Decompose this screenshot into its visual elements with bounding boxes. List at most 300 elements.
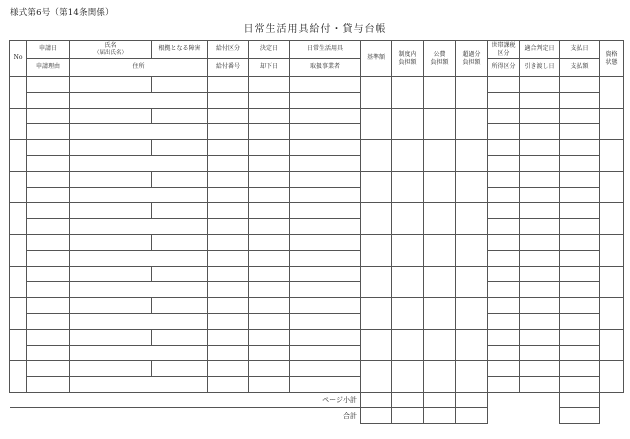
cell-public-burden[interactable]: [424, 266, 456, 298]
cell-benefit-type[interactable]: [208, 77, 249, 93]
cell-eligibility-date[interactable]: [520, 140, 560, 156]
cell-public-burden[interactable]: [424, 361, 456, 393]
record-row-bottom: [10, 250, 624, 266]
cell-disability[interactable]: [152, 298, 208, 314]
page-subtotal-tail: [600, 392, 624, 408]
cell-disability[interactable]: [152, 171, 208, 187]
cell-base-amount[interactable]: [361, 298, 392, 330]
record-row-bottom: [10, 187, 624, 203]
cell-disability[interactable]: [152, 361, 208, 377]
cell-vendor[interactable]: [290, 250, 361, 266]
cell-qualification[interactable]: [600, 361, 624, 393]
cell-application-date[interactable]: [27, 77, 70, 93]
record-row-bottom: [10, 92, 624, 108]
header-qualification-sub: 状態: [605, 58, 618, 66]
cell-address[interactable]: [70, 377, 208, 393]
cell-equipment[interactable]: [290, 329, 361, 345]
cell-public-burden[interactable]: [424, 234, 456, 266]
cell-rejection-date[interactable]: [249, 345, 290, 361]
header-name-main: 氏名: [104, 42, 117, 50]
cell-eligibility-date[interactable]: [520, 108, 560, 124]
cell-equipment[interactable]: [290, 171, 361, 187]
header-excess-burden-sub: 負担額: [462, 58, 481, 66]
cell-public-burden[interactable]: [424, 108, 456, 140]
cell-payment-date[interactable]: [560, 108, 600, 124]
header-payment-amount: 支払額: [560, 59, 600, 77]
cell-base-amount[interactable]: [361, 266, 392, 298]
cell-equipment[interactable]: [290, 140, 361, 156]
cell-system-burden[interactable]: [392, 298, 424, 330]
cell-payment-amount[interactable]: [560, 377, 600, 393]
cell-address[interactable]: [70, 124, 208, 140]
cell-eligibility-date[interactable]: [520, 203, 560, 219]
cell-disability[interactable]: [152, 329, 208, 345]
cell-payment-amount[interactable]: [560, 124, 600, 140]
cell-benefit-number[interactable]: [208, 92, 249, 108]
cell-no[interactable]: [10, 77, 27, 109]
cell-excess-burden[interactable]: [456, 298, 488, 330]
cell-application-date[interactable]: [27, 266, 70, 282]
cell-payment-amount[interactable]: [560, 92, 600, 108]
header-vendor: 取扱事業者: [290, 59, 361, 77]
cell-excess-burden[interactable]: [456, 329, 488, 361]
cell-household-tax[interactable]: [488, 266, 520, 282]
cell-income-class[interactable]: [488, 313, 520, 329]
cell-rejection-date[interactable]: [249, 155, 290, 171]
form-number: 様式第6号（第14条関係）: [10, 8, 114, 18]
cell-decision-date[interactable]: [249, 234, 290, 250]
cell-vendor[interactable]: [290, 219, 361, 235]
header-benefit-type: 給付区分: [208, 41, 249, 59]
cell-household-tax[interactable]: [488, 361, 520, 377]
cell-system-burden[interactable]: [392, 203, 424, 235]
cell-equipment[interactable]: [290, 361, 361, 377]
header-excess-burden-main: 超過分: [462, 50, 481, 58]
cell-delivery-date[interactable]: [520, 219, 560, 235]
cell-eligibility-date[interactable]: [520, 329, 560, 345]
cell-no[interactable]: [10, 234, 27, 266]
cell-payment-date[interactable]: [560, 266, 600, 282]
cell-decision-date[interactable]: [249, 361, 290, 377]
cell-benefit-number[interactable]: [208, 219, 249, 235]
cell-system-burden[interactable]: [392, 171, 424, 203]
cell-vendor[interactable]: [290, 92, 361, 108]
record-row-top: [10, 140, 624, 156]
cell-reason[interactable]: [27, 282, 70, 298]
cell-base-amount[interactable]: [361, 108, 392, 140]
cell-disability[interactable]: [152, 266, 208, 282]
cell-reason[interactable]: [27, 187, 70, 203]
cell-eligibility-date[interactable]: [520, 298, 560, 314]
cell-benefit-number[interactable]: [208, 250, 249, 266]
cell-application-date[interactable]: [27, 203, 70, 219]
cell-benefit-type[interactable]: [208, 329, 249, 345]
cell-income-class[interactable]: [488, 187, 520, 203]
header-application-date: 申請日: [27, 41, 70, 59]
cell-delivery-date[interactable]: [520, 282, 560, 298]
cell-income-class[interactable]: [488, 92, 520, 108]
cell-system-burden[interactable]: [392, 108, 424, 140]
header-qualification-main: 資格: [605, 50, 618, 58]
record-row-top: [10, 266, 624, 282]
cell-delivery-date[interactable]: [520, 92, 560, 108]
cell-qualification[interactable]: [600, 77, 624, 109]
page-subtotal-excess-burden[interactable]: [456, 392, 488, 408]
cell-benefit-number[interactable]: [208, 282, 249, 298]
cell-rejection-date[interactable]: [249, 250, 290, 266]
cell-application-date[interactable]: [27, 298, 70, 314]
cell-vendor[interactable]: [290, 377, 361, 393]
cell-disability[interactable]: [152, 140, 208, 156]
cell-application-date[interactable]: [27, 140, 70, 156]
cell-benefit-type[interactable]: [208, 234, 249, 250]
cell-no[interactable]: [10, 108, 27, 140]
cell-application-date[interactable]: [27, 329, 70, 345]
cell-address[interactable]: [70, 155, 208, 171]
cell-benefit-type[interactable]: [208, 108, 249, 124]
page-subtotal-row: [10, 392, 624, 408]
header-base-amount: 基準額: [361, 41, 392, 77]
record-row-top: [10, 329, 624, 345]
cell-payment-date[interactable]: [560, 140, 600, 156]
cell-base-amount[interactable]: [361, 140, 392, 172]
header-household-tax: [488, 41, 520, 59]
cell-benefit-number[interactable]: [208, 187, 249, 203]
record-row-top: [10, 361, 624, 377]
cell-vendor[interactable]: [290, 187, 361, 203]
cell-address[interactable]: [70, 219, 208, 235]
cell-reason[interactable]: [27, 155, 70, 171]
cell-decision-date[interactable]: [249, 171, 290, 187]
cell-eligibility-date[interactable]: [520, 171, 560, 187]
cell-qualification[interactable]: [600, 329, 624, 361]
cell-no[interactable]: [10, 266, 27, 298]
cell-no[interactable]: [10, 140, 27, 172]
cell-excess-burden[interactable]: [456, 361, 488, 393]
cell-system-burden[interactable]: [392, 266, 424, 298]
cell-decision-date[interactable]: [249, 203, 290, 219]
cell-excess-burden[interactable]: [456, 234, 488, 266]
cell-base-amount[interactable]: [361, 361, 392, 393]
cell-reason[interactable]: [27, 250, 70, 266]
cell-application-date[interactable]: [27, 108, 70, 124]
header-qualification: [600, 41, 624, 77]
cell-benefit-number[interactable]: [208, 313, 249, 329]
header-income-class: 所得区分: [488, 59, 520, 77]
cell-rejection-date[interactable]: [249, 313, 290, 329]
cell-excess-burden[interactable]: [456, 171, 488, 203]
cell-payment-date[interactable]: [560, 171, 600, 187]
cell-payment-amount[interactable]: [560, 155, 600, 171]
record-row-bottom: [10, 282, 624, 298]
cell-base-amount[interactable]: [361, 203, 392, 235]
cell-name[interactable]: [70, 234, 152, 250]
record-row-top: [10, 77, 624, 93]
cell-rejection-date[interactable]: [249, 282, 290, 298]
cell-no[interactable]: [10, 171, 27, 203]
cell-benefit-number[interactable]: [208, 155, 249, 171]
cell-name[interactable]: [70, 361, 152, 377]
cell-excess-burden[interactable]: [456, 140, 488, 172]
cell-benefit-type[interactable]: [208, 266, 249, 282]
cell-address[interactable]: [70, 187, 208, 203]
cell-system-burden[interactable]: [392, 361, 424, 393]
cell-application-date[interactable]: [27, 361, 70, 377]
cell-eligibility-date[interactable]: [520, 77, 560, 93]
cell-vendor[interactable]: [290, 282, 361, 298]
cell-base-amount[interactable]: [361, 234, 392, 266]
page-subtotal-public-burden[interactable]: [424, 392, 456, 408]
cell-public-burden[interactable]: [424, 140, 456, 172]
cell-delivery-date[interactable]: [520, 345, 560, 361]
grand-total-base-amount[interactable]: [361, 408, 392, 424]
cell-base-amount[interactable]: [361, 77, 392, 109]
cell-equipment[interactable]: [290, 266, 361, 282]
cell-income-class[interactable]: [488, 250, 520, 266]
cell-delivery-date[interactable]: [520, 313, 560, 329]
cell-qualification[interactable]: [600, 266, 624, 298]
header-system-burden-main: 制度内: [398, 50, 417, 58]
record-row-top: [10, 108, 624, 124]
cell-rejection-date[interactable]: [249, 219, 290, 235]
cell-income-class[interactable]: [488, 282, 520, 298]
cell-address[interactable]: [70, 92, 208, 108]
cell-eligibility-date[interactable]: [520, 266, 560, 282]
cell-payment-date[interactable]: [560, 77, 600, 93]
cell-equipment[interactable]: [290, 77, 361, 93]
header-household-tax-sub: 区分: [497, 49, 510, 57]
grand-total-system-burden[interactable]: [392, 408, 424, 424]
cell-application-date[interactable]: [27, 234, 70, 250]
record-row-bottom: [10, 377, 624, 393]
cell-household-tax[interactable]: [488, 171, 520, 187]
cell-reason[interactable]: [27, 124, 70, 140]
header-benefit-number: 給付番号: [208, 59, 249, 77]
cell-payment-amount[interactable]: [560, 345, 600, 361]
cell-qualification[interactable]: [600, 298, 624, 330]
grand-total-public-burden[interactable]: [424, 408, 456, 424]
cell-no[interactable]: [10, 361, 27, 393]
cell-reason[interactable]: [27, 377, 70, 393]
cell-system-burden[interactable]: [392, 77, 424, 109]
header-payment-date: 支払日: [560, 41, 600, 59]
cell-payment-amount[interactable]: [560, 282, 600, 298]
grand-total-payment-amount[interactable]: [560, 408, 600, 424]
cell-no[interactable]: [10, 203, 27, 235]
cell-household-tax[interactable]: [488, 77, 520, 93]
cell-name[interactable]: [70, 329, 152, 345]
cell-decision-date[interactable]: [249, 266, 290, 282]
cell-name[interactable]: [70, 298, 152, 314]
record-row-bottom: [10, 155, 624, 171]
cell-public-burden[interactable]: [424, 203, 456, 235]
cell-rejection-date[interactable]: [249, 187, 290, 203]
cell-eligibility-date[interactable]: [520, 361, 560, 377]
cell-benefit-type[interactable]: [208, 140, 249, 156]
header-delivery-date: 引き渡し日: [520, 59, 560, 77]
cell-reason[interactable]: [27, 313, 70, 329]
header-public-burden-main: 公費: [433, 50, 446, 58]
cell-rejection-date[interactable]: [249, 377, 290, 393]
cell-vendor[interactable]: [290, 313, 361, 329]
cell-disability[interactable]: [152, 77, 208, 93]
cell-payment-date[interactable]: [560, 329, 600, 345]
cell-income-class[interactable]: [488, 345, 520, 361]
cell-qualification[interactable]: [600, 203, 624, 235]
cell-equipment[interactable]: [290, 298, 361, 314]
cell-benefit-number[interactable]: [208, 377, 249, 393]
cell-equipment[interactable]: [290, 203, 361, 219]
cell-base-amount[interactable]: [361, 329, 392, 361]
record-row-top: [10, 203, 624, 219]
cell-name[interactable]: [70, 77, 152, 93]
cell-public-burden[interactable]: [424, 171, 456, 203]
cell-household-tax[interactable]: [488, 140, 520, 156]
cell-vendor[interactable]: [290, 345, 361, 361]
cell-payment-amount[interactable]: [560, 313, 600, 329]
cell-household-tax[interactable]: [488, 203, 520, 219]
cell-application-date[interactable]: [27, 171, 70, 187]
grand-total-label: 合計: [10, 408, 361, 424]
cell-name[interactable]: [70, 171, 152, 187]
cell-qualification[interactable]: [600, 234, 624, 266]
cell-equipment[interactable]: [290, 108, 361, 124]
cell-decision-date[interactable]: [249, 298, 290, 314]
cell-vendor[interactable]: [290, 124, 361, 140]
cell-delivery-date[interactable]: [520, 124, 560, 140]
record-row-top: [10, 298, 624, 314]
cell-reason[interactable]: [27, 219, 70, 235]
cell-benefit-type[interactable]: [208, 298, 249, 314]
cell-benefit-number[interactable]: [208, 124, 249, 140]
cell-household-tax[interactable]: [488, 108, 520, 124]
cell-qualification[interactable]: [600, 108, 624, 140]
cell-equipment[interactable]: [290, 234, 361, 250]
header-row-2: [10, 59, 624, 77]
cell-delivery-date[interactable]: [520, 155, 560, 171]
cell-address[interactable]: [70, 282, 208, 298]
cell-payment-amount[interactable]: [560, 250, 600, 266]
header-disability: 根拠となる障害: [152, 41, 208, 59]
cell-system-burden[interactable]: [392, 140, 424, 172]
cell-address[interactable]: [70, 313, 208, 329]
cell-decision-date[interactable]: [249, 329, 290, 345]
cell-benefit-number[interactable]: [208, 345, 249, 361]
cell-excess-burden[interactable]: [456, 266, 488, 298]
cell-payment-date[interactable]: [560, 361, 600, 377]
cell-delivery-date[interactable]: [520, 377, 560, 393]
cell-income-class[interactable]: [488, 124, 520, 140]
header-address: 住所: [70, 59, 208, 77]
cell-name[interactable]: [70, 140, 152, 156]
cell-delivery-date[interactable]: [520, 250, 560, 266]
page-subtotal-base-amount[interactable]: [361, 392, 392, 408]
cell-payment-date[interactable]: [560, 298, 600, 314]
header-name: [70, 41, 152, 59]
cell-address[interactable]: [70, 345, 208, 361]
header-reason: 申請理由: [27, 59, 70, 77]
cell-rejection-date[interactable]: [249, 124, 290, 140]
cell-decision-date[interactable]: [249, 108, 290, 124]
cell-income-class[interactable]: [488, 155, 520, 171]
cell-reason[interactable]: [27, 92, 70, 108]
cell-qualification[interactable]: [600, 140, 624, 172]
page-subtotal-system-burden[interactable]: [392, 392, 424, 408]
header-household-tax-main: 世帯課税: [491, 41, 516, 49]
cell-qualification[interactable]: [600, 171, 624, 203]
cell-rejection-date[interactable]: [249, 92, 290, 108]
grand-total-tail: [600, 408, 624, 424]
cell-disability[interactable]: [152, 234, 208, 250]
cell-no[interactable]: [10, 329, 27, 361]
header-row-1: [10, 41, 624, 59]
header-equipment: 日常生活用具: [290, 41, 361, 59]
cell-excess-burden[interactable]: [456, 203, 488, 235]
cell-disability[interactable]: [152, 203, 208, 219]
cell-delivery-date[interactable]: [520, 187, 560, 203]
cell-no[interactable]: [10, 298, 27, 330]
cell-benefit-type[interactable]: [208, 171, 249, 187]
cell-payment-date[interactable]: [560, 234, 600, 250]
header-system-burden-sub: 負担額: [398, 58, 417, 66]
cell-income-class[interactable]: [488, 219, 520, 235]
cell-benefit-type[interactable]: [208, 361, 249, 377]
record-row-bottom: [10, 313, 624, 329]
grand-total-excess-burden[interactable]: [456, 408, 488, 424]
cell-decision-date[interactable]: [249, 140, 290, 156]
cell-household-tax[interactable]: [488, 234, 520, 250]
header-excess-burden: [456, 41, 488, 77]
cell-public-burden[interactable]: [424, 77, 456, 109]
header-rejection-date: 却下日: [249, 59, 290, 77]
ledger-table: [9, 40, 624, 424]
cell-eligibility-date[interactable]: [520, 234, 560, 250]
cell-base-amount[interactable]: [361, 171, 392, 203]
cell-vendor[interactable]: [290, 155, 361, 171]
grand-total-gap: [488, 408, 560, 424]
cell-excess-burden[interactable]: [456, 108, 488, 140]
cell-system-burden[interactable]: [392, 329, 424, 361]
cell-excess-burden[interactable]: [456, 77, 488, 109]
page-subtotal-payment-amount[interactable]: [560, 392, 600, 408]
cell-payment-amount[interactable]: [560, 219, 600, 235]
record-row-bottom: [10, 345, 624, 361]
grand-total-row: [10, 408, 624, 424]
cell-name[interactable]: [70, 108, 152, 124]
record-row-top: [10, 171, 624, 187]
cell-payment-amount[interactable]: [560, 187, 600, 203]
cell-reason[interactable]: [27, 345, 70, 361]
cell-decision-date[interactable]: [249, 77, 290, 93]
header-name-sub: （届出氏名）: [93, 49, 127, 56]
cell-income-class[interactable]: [488, 377, 520, 393]
header-no: No: [10, 41, 27, 77]
record-row-bottom: [10, 124, 624, 140]
cell-household-tax[interactable]: [488, 329, 520, 345]
cell-benefit-type[interactable]: [208, 203, 249, 219]
cell-public-burden[interactable]: [424, 298, 456, 330]
cell-public-burden[interactable]: [424, 329, 456, 361]
cell-name[interactable]: [70, 266, 152, 282]
cell-household-tax[interactable]: [488, 298, 520, 314]
header-public-burden-sub: 負担額: [430, 58, 449, 66]
cell-disability[interactable]: [152, 108, 208, 124]
cell-address[interactable]: [70, 250, 208, 266]
cell-payment-date[interactable]: [560, 203, 600, 219]
document-title: 日常生活用具給付・貸与台帳: [243, 24, 387, 35]
cell-name[interactable]: [70, 203, 152, 219]
cell-system-burden[interactable]: [392, 234, 424, 266]
